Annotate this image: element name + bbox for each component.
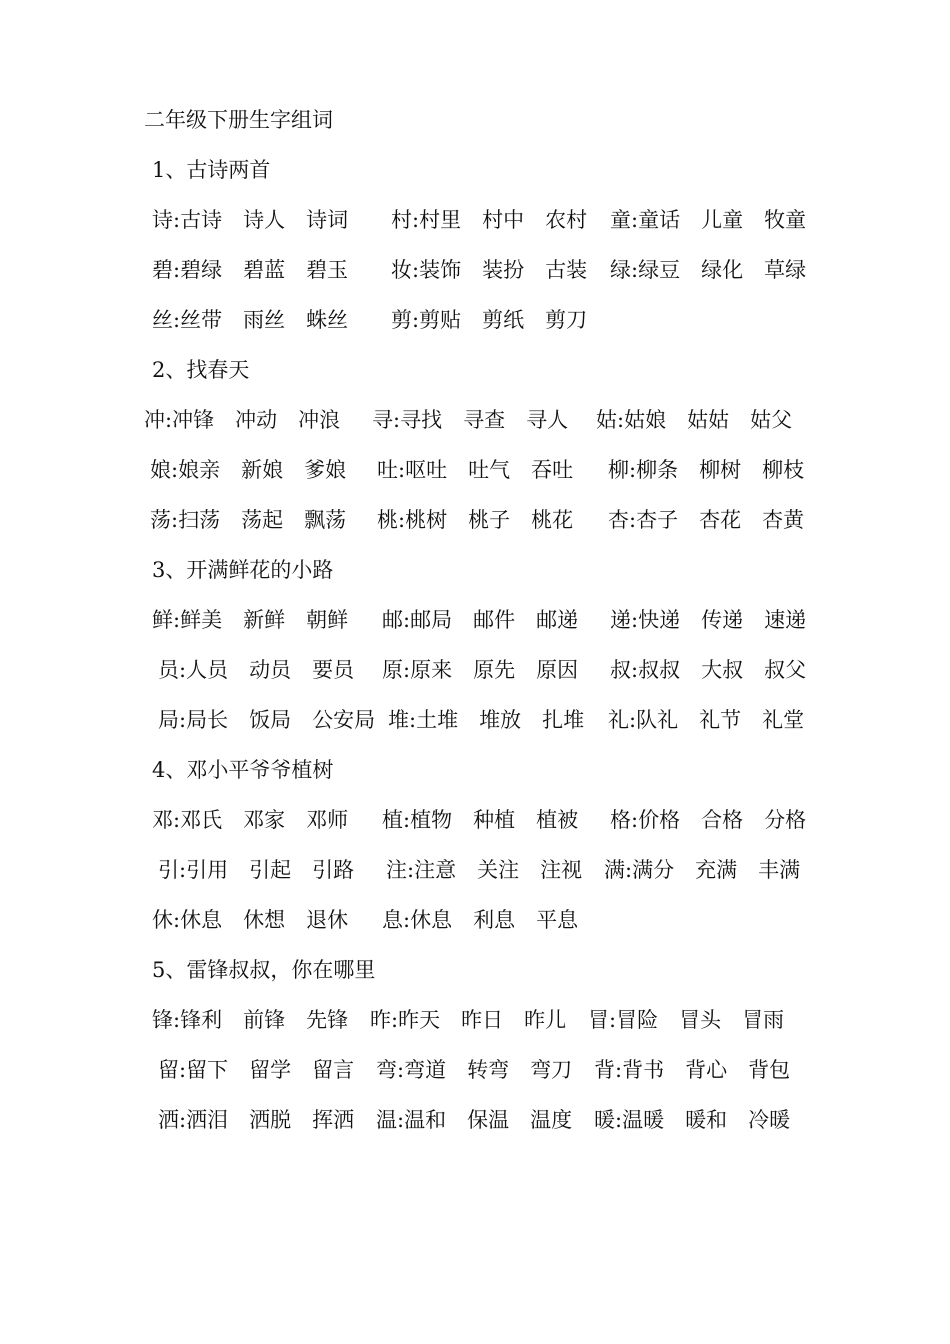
word-group: 诗:古诗 诗人 诗词 [152, 208, 349, 232]
word-group: 局:局长 饭局 公安局 [158, 708, 376, 732]
section-heading-text: 2、找春天 [152, 358, 250, 382]
word-row [0, 400, 950, 440]
word-group: 留:留下 留学 留言 [158, 1058, 355, 1082]
word-group: 荡:扫荡 荡起 飘荡 [150, 508, 347, 532]
word-row [0, 450, 950, 490]
word-group: 息:休息 利息 平息 [382, 908, 579, 932]
word-group: 妆:装饰 装扮 古装 [391, 258, 588, 282]
word-group: 洒:洒泪 洒脱 挥洒 [158, 1108, 355, 1132]
word-row [0, 200, 950, 240]
word-group: 邮:邮局 邮件 邮递 [382, 608, 579, 632]
section-heading-text: 4、邓小平爷爷植树 [152, 758, 334, 782]
word-group: 鲜:鲜美 新鲜 朝鲜 [152, 608, 349, 632]
word-group: 暖:温暖 暖和 冷暖 [594, 1108, 791, 1132]
page-title: 二年级下册生字组词 [144, 108, 333, 132]
word-group: 休:休息 休想 退休 [152, 908, 349, 932]
word-group: 植:植物 种植 植被 [382, 808, 579, 832]
word-group: 叔:叔叔 大叔 叔父 [610, 658, 807, 682]
word-group: 昨:昨天 昨日 昨儿 [370, 1008, 567, 1032]
word-group: 递:快递 传递 速递 [610, 608, 807, 632]
word-group: 姑:姑娘 姑姑 姑父 [596, 408, 793, 432]
word-row [0, 600, 950, 640]
word-group: 丝:丝带 雨丝 蛛丝 [152, 308, 349, 332]
word-group: 注:注意 关注 注视 [386, 858, 583, 882]
word-group: 弯:弯道 转弯 弯刀 [376, 1058, 573, 1082]
word-group: 原:原来 原先 原因 [382, 658, 579, 682]
word-row [0, 850, 950, 890]
word-group: 寻:寻找 寻查 寻人 [372, 408, 569, 432]
section-heading-text: 1、古诗两首 [152, 158, 271, 182]
word-row [0, 250, 950, 290]
section-heading-text: 5、雷锋叔叔，你在哪里 [152, 958, 376, 982]
word-group: 堆:土堆 堆放 扎堆 [388, 708, 585, 732]
word-row [0, 1100, 950, 1140]
word-group: 锋:锋利 前锋 先锋 [152, 1008, 349, 1032]
word-row [0, 700, 950, 740]
word-row [0, 1050, 950, 1090]
word-group: 满:满分 充满 丰满 [604, 858, 801, 882]
section-heading [0, 950, 950, 990]
word-row [0, 500, 950, 540]
word-group: 引:引用 引起 引路 [158, 858, 355, 882]
word-group: 杏:杏子 杏花 杏黄 [608, 508, 805, 532]
word-group: 格:价格 合格 分格 [610, 808, 807, 832]
word-group: 冲:冲锋 冲动 冲浪 [144, 408, 341, 432]
word-group: 桃:桃树 桃子 桃花 [377, 508, 574, 532]
section-heading [0, 150, 950, 190]
word-row [0, 1000, 950, 1040]
word-group: 绿:绿豆 绿化 草绿 [610, 258, 807, 282]
word-group: 剪:剪贴 剪纸 剪刀 [391, 308, 588, 332]
word-group: 背:背书 背心 背包 [594, 1058, 791, 1082]
word-group: 温:温和 保温 温度 [376, 1108, 573, 1132]
word-group: 冒:冒险 冒头 冒雨 [588, 1008, 785, 1032]
section-heading-text: 3、开满鲜花的小路 [152, 558, 334, 582]
word-row [0, 650, 950, 690]
word-group: 童:童话 儿童 牧童 [610, 208, 807, 232]
word-group: 邓:邓氏 邓家 邓师 [152, 808, 349, 832]
word-group: 村:村里 村中 农村 [391, 208, 588, 232]
word-group: 娘:娘亲 新娘 爹娘 [150, 458, 347, 482]
word-row [0, 900, 950, 940]
section-heading [0, 350, 950, 390]
word-row [0, 300, 950, 340]
section-heading [0, 550, 950, 590]
word-group: 礼:队礼 礼节 礼堂 [608, 708, 805, 732]
section-heading [0, 750, 950, 790]
word-group: 碧:碧绿 碧蓝 碧玉 [152, 258, 349, 282]
word-group: 吐:呕吐 吐气 吞吐 [377, 458, 574, 482]
word-group: 柳:柳条 柳树 柳枝 [608, 458, 805, 482]
word-group: 员:人员 动员 要员 [158, 658, 355, 682]
word-row [0, 800, 950, 840]
